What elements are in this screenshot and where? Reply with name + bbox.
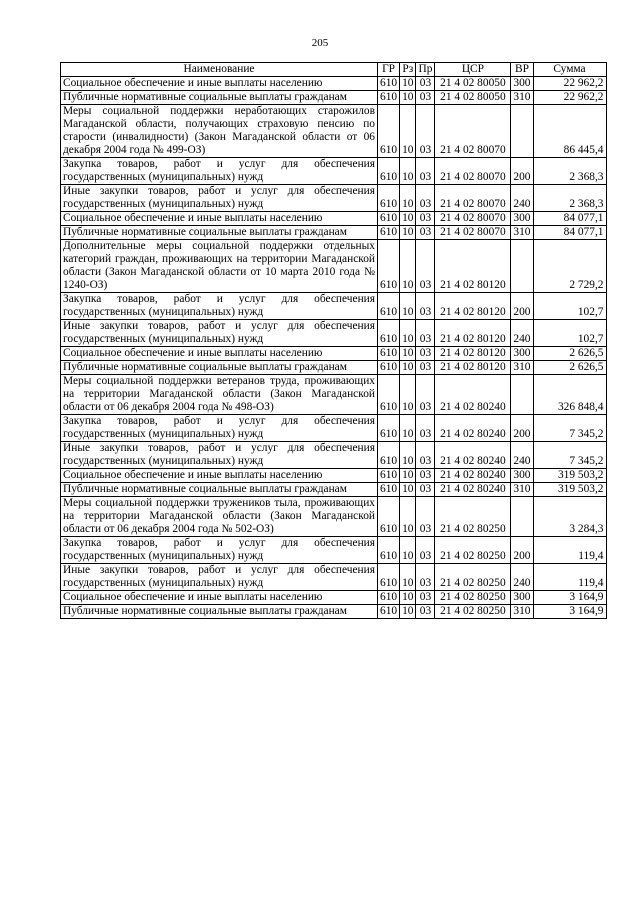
cell-name: Публичные нормативные социальные выплаты гражданам: [61, 483, 378, 497]
cell-vr: [511, 240, 533, 293]
table-row: [61, 293, 607, 320]
cell-sum: 2 368,3: [533, 158, 606, 185]
cell-pr: 03: [416, 185, 435, 212]
cell-csr: 21 4 02 80050: [435, 91, 511, 105]
cell-sum: 3 164,9: [533, 605, 606, 619]
cell-csr: 21 4 02 80120: [435, 361, 511, 375]
col-header-gr: ГР: [378, 63, 400, 77]
cell-sum: 319 503,2: [533, 469, 606, 483]
cell-gr: 610: [378, 497, 400, 537]
cell-rz: 10: [400, 293, 416, 320]
cell-csr: 21 4 02 80070: [435, 226, 511, 240]
cell-rz: 10: [400, 415, 416, 442]
cell-gr: 610: [378, 415, 400, 442]
cell-rz: 10: [400, 483, 416, 497]
cell-pr: 03: [416, 320, 435, 347]
table-row: [61, 415, 607, 442]
page-number: 205: [311, 37, 329, 49]
cell-name: Публичные нормативные социальные выплаты гражданам: [61, 91, 378, 105]
cell-csr: 21 4 02 80240: [435, 483, 511, 497]
cell-pr: 03: [416, 293, 435, 320]
cell-vr: 200: [511, 415, 533, 442]
cell-csr: 21 4 02 80250: [435, 564, 511, 591]
cell-name: Публичные нормативные социальные выплаты гражданам: [61, 226, 378, 240]
cell-sum: 102,7: [533, 293, 606, 320]
table-row: [61, 185, 607, 212]
cell-pr: 03: [416, 375, 435, 415]
cell-csr: 21 4 02 80250: [435, 537, 511, 564]
cell-sum: 3 164,9: [533, 591, 606, 605]
cell-rz: 10: [400, 591, 416, 605]
cell-vr: 300: [511, 212, 533, 226]
cell-csr: 21 4 02 80050: [435, 77, 511, 91]
cell-sum: 7 345,2: [533, 415, 606, 442]
cell-pr: 03: [416, 347, 435, 361]
cell-pr: 03: [416, 91, 435, 105]
cell-vr: 310: [511, 361, 533, 375]
cell-rz: 10: [400, 442, 416, 469]
cell-rz: 10: [400, 375, 416, 415]
cell-sum: 119,4: [533, 564, 606, 591]
cell-sum: 326 848,4: [533, 375, 606, 415]
cell-name: Социальное обеспечение и иные выплаты населению: [61, 347, 378, 361]
cell-vr: 240: [511, 185, 533, 212]
cell-name: Закупка товаров, работ и услуг для обеспечения государственных (муниципальных) нужд: [61, 158, 378, 185]
cell-sum: 119,4: [533, 537, 606, 564]
cell-sum: 22 962,2: [533, 91, 606, 105]
cell-name: Социальное обеспечение и иные выплаты населению: [61, 212, 378, 226]
cell-gr: 610: [378, 105, 400, 158]
cell-sum: 84 077,1: [533, 226, 606, 240]
cell-vr: 200: [511, 537, 533, 564]
cell-pr: 03: [416, 483, 435, 497]
cell-name: Закупка товаров, работ и услуг для обеспечения государственных (муниципальных) нужд: [61, 293, 378, 320]
table-row: [61, 375, 607, 415]
cell-vr: 300: [511, 591, 533, 605]
cell-gr: 610: [378, 226, 400, 240]
cell-rz: 10: [400, 77, 416, 91]
cell-csr: 21 4 02 80070: [435, 185, 511, 212]
cell-sum: 86 445,4: [533, 105, 606, 158]
col-header-rz: Рз: [400, 63, 416, 77]
table-row: [61, 226, 607, 240]
cell-vr: [511, 375, 533, 415]
cell-name: Иные закупки товаров, работ и услуг для обеспечения государственных (муниципальных) нужд: [61, 564, 378, 591]
table-row: [61, 91, 607, 105]
cell-sum: 22 962,2: [533, 77, 606, 91]
cell-name: Меры социальной поддержки ветеранов труда, проживающих на территории Магаданской области (Закон Магаданской области от 06 декабря 2004 года № 498-ОЗ): [61, 375, 378, 415]
cell-vr: [511, 105, 533, 158]
cell-gr: 610: [378, 442, 400, 469]
cell-gr: 610: [378, 537, 400, 564]
cell-gr: 610: [378, 564, 400, 591]
cell-name: Публичные нормативные социальные выплаты гражданам: [61, 605, 378, 619]
cell-gr: 610: [378, 605, 400, 619]
cell-csr: 21 4 02 80250: [435, 591, 511, 605]
cell-rz: 10: [400, 91, 416, 105]
cell-name: Социальное обеспечение и иные выплаты населению: [61, 469, 378, 483]
cell-rz: 10: [400, 320, 416, 347]
cell-gr: 610: [378, 185, 400, 212]
cell-name: Меры социальной поддержки тружеников тыла, проживающих на территории Магаданской области (Закон Магаданской области от 06 декабря 2004 года № 502-ОЗ): [61, 497, 378, 537]
cell-csr: 21 4 02 80250: [435, 497, 511, 537]
table-row: [61, 361, 607, 375]
cell-vr: 310: [511, 605, 533, 619]
cell-csr: 21 4 02 80120: [435, 347, 511, 361]
cell-csr: 21 4 02 80120: [435, 320, 511, 347]
cell-gr: 610: [378, 158, 400, 185]
cell-name: Социальное обеспечение и иные выплаты населению: [61, 77, 378, 91]
cell-rz: 10: [400, 158, 416, 185]
cell-gr: 610: [378, 293, 400, 320]
table-row: [61, 605, 607, 619]
cell-name: Иные закупки товаров, работ и услуг для обеспечения государственных (муниципальных) нужд: [61, 320, 378, 347]
cell-sum: 319 503,2: [533, 483, 606, 497]
cell-name: Социальное обеспечение и иные выплаты населению: [61, 591, 378, 605]
cell-pr: 03: [416, 105, 435, 158]
cell-pr: 03: [416, 212, 435, 226]
cell-vr: 240: [511, 564, 533, 591]
cell-csr: 21 4 02 80250: [435, 605, 511, 619]
cell-csr: 21 4 02 80070: [435, 158, 511, 185]
cell-gr: 610: [378, 361, 400, 375]
cell-vr: 310: [511, 226, 533, 240]
cell-rz: 10: [400, 564, 416, 591]
cell-sum: 84 077,1: [533, 212, 606, 226]
cell-rz: 10: [400, 105, 416, 158]
cell-pr: 03: [416, 469, 435, 483]
cell-csr: 21 4 02 80240: [435, 375, 511, 415]
col-header-vr: ВР: [511, 63, 533, 77]
col-header-name: Наименование: [61, 63, 378, 77]
cell-name: Публичные нормативные социальные выплаты гражданам: [61, 361, 378, 375]
table-row: [61, 347, 607, 361]
cell-gr: 610: [378, 240, 400, 293]
table-row: [61, 497, 607, 537]
cell-vr: 300: [511, 469, 533, 483]
table-row: [61, 469, 607, 483]
cell-gr: 610: [378, 77, 400, 91]
cell-rz: 10: [400, 240, 416, 293]
cell-csr: 21 4 02 80240: [435, 415, 511, 442]
cell-gr: 610: [378, 591, 400, 605]
cell-gr: 610: [378, 469, 400, 483]
cell-rz: 10: [400, 347, 416, 361]
cell-rz: 10: [400, 605, 416, 619]
cell-pr: 03: [416, 497, 435, 537]
cell-vr: 240: [511, 320, 533, 347]
cell-gr: 610: [378, 375, 400, 415]
cell-pr: 03: [416, 415, 435, 442]
table-row: [61, 591, 607, 605]
cell-pr: 03: [416, 537, 435, 564]
cell-gr: 610: [378, 212, 400, 226]
cell-pr: 03: [416, 77, 435, 91]
cell-name: Закупка товаров, работ и услуг для обеспечения государственных (муниципальных) нужд: [61, 537, 378, 564]
cell-sum: 3 284,3: [533, 497, 606, 537]
cell-gr: 610: [378, 320, 400, 347]
cell-name: Дополнительные меры социальной поддержки отдельных категорий граждан, проживающих на территории Магаданской области (Закон Магаданской области от 10 марта 2010 года № 1240-ОЗ): [61, 240, 378, 293]
cell-rz: 10: [400, 185, 416, 212]
cell-csr: 21 4 02 80070: [435, 212, 511, 226]
cell-vr: [511, 497, 533, 537]
cell-gr: 610: [378, 91, 400, 105]
cell-pr: 03: [416, 591, 435, 605]
table-row: [61, 77, 607, 91]
cell-csr: 21 4 02 80070: [435, 105, 511, 158]
table-row: [61, 537, 607, 564]
cell-sum: 2 626,5: [533, 361, 606, 375]
cell-rz: 10: [400, 361, 416, 375]
cell-pr: 03: [416, 158, 435, 185]
cell-pr: 03: [416, 240, 435, 293]
table-row: [61, 158, 607, 185]
cell-vr: 200: [511, 158, 533, 185]
cell-sum: 2 626,5: [533, 347, 606, 361]
cell-name: Иные закупки товаров, работ и услуг для обеспечения государственных (муниципальных) нужд: [61, 442, 378, 469]
cell-csr: 21 4 02 80120: [435, 240, 511, 293]
cell-rz: 10: [400, 497, 416, 537]
table-row: [61, 212, 607, 226]
cell-rz: 10: [400, 469, 416, 483]
table-row: [61, 105, 607, 158]
cell-sum: 2 368,3: [533, 185, 606, 212]
cell-vr: 200: [511, 293, 533, 320]
table-row: [61, 483, 607, 497]
table-row: [61, 564, 607, 591]
cell-name: Закупка товаров, работ и услуг для обеспечения государственных (муниципальных) нужд: [61, 415, 378, 442]
cell-vr: 300: [511, 347, 533, 361]
cell-csr: 21 4 02 80240: [435, 442, 511, 469]
cell-sum: 7 345,2: [533, 442, 606, 469]
cell-pr: 03: [416, 605, 435, 619]
cell-pr: 03: [416, 564, 435, 591]
cell-name: Меры социальной поддержки неработающих старожилов Магаданской области, получающих страховую пенсию по старости (инвалидности) (Закон Магаданской области от 06 декабря 2004 года № 499-ОЗ): [61, 105, 378, 158]
cell-vr: 300: [511, 77, 533, 91]
cell-csr: 21 4 02 80240: [435, 469, 511, 483]
cell-gr: 610: [378, 483, 400, 497]
cell-vr: 310: [511, 91, 533, 105]
col-header-pr: Пр: [416, 63, 435, 77]
cell-csr: 21 4 02 80120: [435, 293, 511, 320]
table-row: [61, 320, 607, 347]
col-header-sum: Сумма: [533, 63, 606, 77]
cell-rz: 10: [400, 537, 416, 564]
cell-rz: 10: [400, 212, 416, 226]
cell-vr: 310: [511, 483, 533, 497]
cell-vr: 240: [511, 442, 533, 469]
cell-pr: 03: [416, 442, 435, 469]
cell-sum: 102,7: [533, 320, 606, 347]
col-header-csr: ЦСР: [435, 63, 511, 77]
cell-pr: 03: [416, 361, 435, 375]
cell-sum: 2 729,2: [533, 240, 606, 293]
table-row: [61, 240, 607, 293]
cell-gr: 610: [378, 347, 400, 361]
table-row: [61, 442, 607, 469]
cell-pr: 03: [416, 226, 435, 240]
budget-table: [60, 62, 607, 619]
header-row: [61, 63, 607, 77]
cell-name: Иные закупки товаров, работ и услуг для обеспечения государственных (муниципальных) нужд: [61, 185, 378, 212]
cell-rz: 10: [400, 226, 416, 240]
